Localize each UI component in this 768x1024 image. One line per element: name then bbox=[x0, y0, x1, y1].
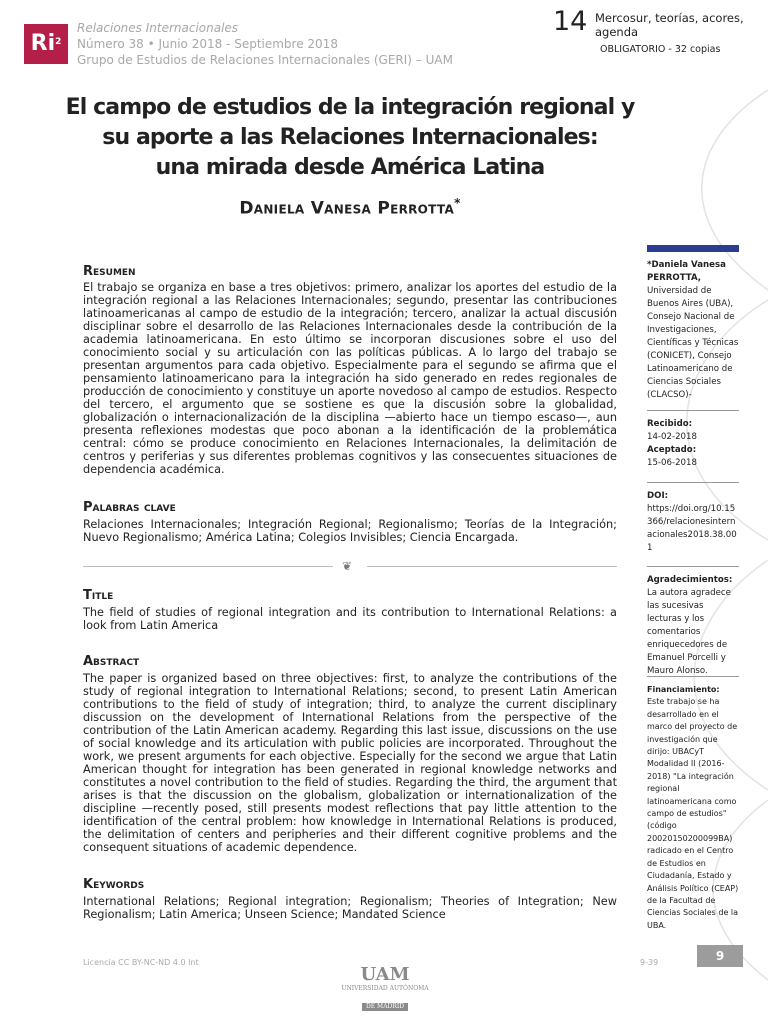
dates-block: Recibido: 14-02-2018 Aceptado: 15-06-2018 bbox=[647, 419, 697, 468]
sidebar-divider bbox=[647, 566, 739, 567]
page-range: 9-39 bbox=[640, 958, 659, 967]
article-title: El campo de estudios de la integración regional y su aporte a las Relaciones Internacionales: una mirada desde América Latina bbox=[65, 95, 635, 180]
palabras-clave-text: Relaciones Internacionales; Integración Regional; Regionalismo; Teorías de la Integración; Nuevo Regionalismo; América Latina; Colegios Invisibles; Ciencia Encargada. bbox=[83, 518, 617, 544]
journal-header bbox=[77, 20, 453, 68]
resumen-heading: Resumen bbox=[83, 264, 136, 279]
article-author: Daniela Vanesa Perrotta* bbox=[239, 196, 461, 219]
acknowledgements-block: Agradecimientos: La autora agradece las sucesivas lecturas y los comentarios enriquecedores de Emanuel Porcelli y Mauro Alonso. bbox=[647, 575, 733, 676]
doi-link[interactable]: https://doi.org/10.15366/relacionesinternacionales2018.38.001 bbox=[647, 504, 737, 553]
abstract-text: The paper is organized based on three objectives: first, to analyze the contributions of the study of regional integration to International Relations; second, to present Latin American contributions to the field of study of integration; third, to analyze the current disciplinary discussion on the development of International Relations from the perspective of the contribution of the Latin American academy. Regarding this last issue, discussions on the use of social knowledge and its articulation with public policies are incorporated. Throughout the work, we present arguments for each objective. Especially for the second we argue that Latin American thought for integration has been generated in regional knowledge networks and constitutes a novel contribution to the field of studies. Regarding the third, the argument that arises is that the discussion on the globalism, globalization or internationalization of the discipline —recently posed, still presents modest reflections that pay little attention to the identification of the central problem: how knowledge in International Relations is produced, the delimitation of centers and peripheries and their different cognitive problems and the consequent situations of academic dependence. bbox=[83, 672, 617, 854]
license-note: Licencia CC BY-NC-ND 4.0 Int bbox=[83, 958, 199, 967]
abstract-heading: Abstract bbox=[83, 654, 140, 669]
author-affiliation: *Daniela Vanesa PERROTTA, Universidad de Buenos Aires (UBA), Consejo Nacional de Investigaciones, Científicas y Técnicas (CONICET), Consejo Latinoamericano de Ciencias Sociales (CLACSO)- bbox=[647, 260, 739, 400]
sidebar-divider bbox=[647, 676, 739, 677]
resumen-text: El trabajo se organiza en base a tres objetivos: primero, analizar los aportes del estudio de la integración regional a las Relaciones Internacionales; segundo, presentar las contribuciones latinoamericanas al campo de estudio de la integración; tercero, analizar la actual discusión disciplinar sobre el desarrollo de las Relaciones Internacionales desde la contribución de la academia latinoamericana. En esto último se incorporan discusiones sobre el uso del conocimiento social y su articulación con las políticas públicas. A lo largo del trabajo se presentan argumentos para cada objetivo. Especialmente para el segundo se afirma que el pensamiento latinoamericano para la integración ha sido generado en redes regionales de producción de conocimiento y constituye un aporte novedoso al campo de estudios. Respecto del tercero, el argumento que se sostiene es que la discusión sobre la globalidad, globalización o internacionalización de la disciplina —abierto hace un tiempo escaso—, aun presenta reflexiones modestas que poco abonan a la identificación de la problemática central: cómo se produce conocimiento en Relaciones Internacionales, la delimitación de centros y periferias y sus diferentes problemas cognitivos y las consecuentes situaciones de dependencia académica. bbox=[83, 281, 617, 476]
title-en-heading: Title bbox=[83, 588, 114, 603]
ornament-icon: ❦ bbox=[342, 559, 353, 573]
keywords-heading: Keywords bbox=[83, 877, 145, 892]
copy-note: OBLIGATORIO - 32 copias bbox=[600, 44, 721, 55]
journal-name: Relaciones Internacionales bbox=[77, 21, 239, 35]
sidebar-divider bbox=[647, 482, 739, 483]
journal-logo: Ri$^2$ bbox=[24, 24, 68, 64]
keywords-text: International Relations; Regional integration; Regionalism; Theories of Integration; New Regionalism; Latin America; Unseen Science; Mandated Science bbox=[83, 895, 617, 921]
uam-logo: UAM UNIVERSIDAD AUTÓNOMA DE MADRID bbox=[341, 964, 429, 1010]
page-number-box: 9 bbox=[697, 945, 743, 967]
sidebar-divider bbox=[647, 410, 739, 411]
journal-issue: Número 38 • Junio 2018 - Septiembre 2018 bbox=[77, 37, 338, 51]
doi-block: DOI: https://doi.org/10.15366/relacionesinternacionales2018.38.001 bbox=[647, 490, 739, 555]
sidebar-accent-bar bbox=[647, 245, 739, 252]
title-en-text: The field of studies of regional integration and its contribution to International Relations: a look from Latin America bbox=[83, 606, 617, 632]
running-head: Mercosur, teorías, acores, agenda bbox=[595, 11, 744, 39]
palabras-clave-heading: Palabras clave bbox=[83, 500, 176, 515]
journal-group: Grupo de Estudios de Relaciones Internacionales (GERI) – UAM bbox=[77, 53, 453, 67]
handwritten-page-number: 14 bbox=[553, 6, 588, 37]
funding-block: Financiamiento: Este trabajo se ha desarrollado en el marco del proyecto de investigación que dirijo: UBACyT Modalidad II (2016-2018) "La integración regional latinoamericana como campo de estudios" (código 20020150200099BA) radicado en el Centro de Estudios en Ciudadanía, Estado y Análisis Político (CEAP) de la Facultad de Ciencias Sociales de la UBA. bbox=[647, 685, 739, 930]
section-divider bbox=[83, 559, 617, 573]
